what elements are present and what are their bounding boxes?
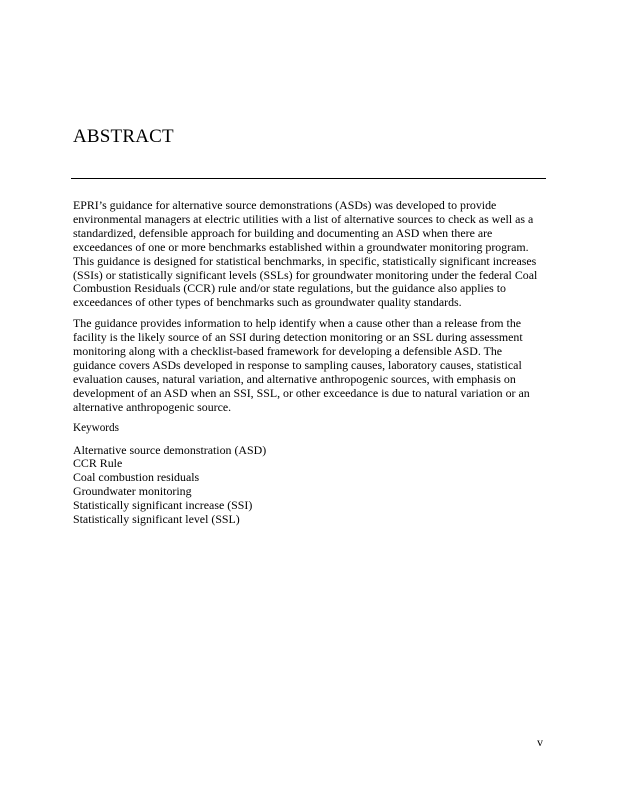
keyword-item: Coal combustion residuals — [73, 470, 200, 485]
heading-divider — [71, 178, 546, 179]
keyword-item: Alternative source demonstration (ASD) — [73, 442, 267, 457]
abstract-paragraph-1: EPRI’s guidance for alternative source demonstrations (ASDs) was developed to provide environmental managers at electric utilities with a list of alternative sources to check as well as a standardized, defensible approach for building and documenting an ASD when there are exceedances of one or more benchmarks established within a groundwater monitoring program. This guidance is designed for statistical benchmarks, in specific, statistically significant increases (SSIs) or statistically significant levels (SSLs) for groundwater monitoring under the federal Coal Combustion Residuals (CCR) rule and/or state regulations, but the guidance also applies to exceedances of other types of benchmarks such as groundwater quality standards. — [73, 198, 538, 310]
keywords-label: Keywords — [73, 421, 119, 434]
abstract-paragraph-2: The guidance provides information to help identify when a cause other than a release from the facility is the likely source of an SSI during detection monitoring or an SSL during assessment monitoring along with a checklist-based framework for developing a defensible ASD. The guidance covers ASDs developed in response to sampling causes, laboratory causes, statistical evaluation causes, natural variation, and alternative anthropogenic sources, with emphasis on development of an ASD when an SSI, SSL, or other exceedance is due to natural variation or an alternative anthropogenic source. — [73, 316, 530, 414]
keyword-item: CCR Rule — [73, 456, 123, 471]
keyword-item: Groundwater monitoring — [73, 484, 192, 499]
keyword-item: Statistically significant increase (SSI) — [73, 498, 253, 513]
page-number: v — [537, 735, 543, 749]
abstract-body — [73, 199, 541, 527]
page-title: ABSTRACT — [73, 126, 174, 147]
keyword-item: Statistically significant level (SSL) — [73, 512, 240, 527]
keyword-list — [73, 444, 541, 527]
